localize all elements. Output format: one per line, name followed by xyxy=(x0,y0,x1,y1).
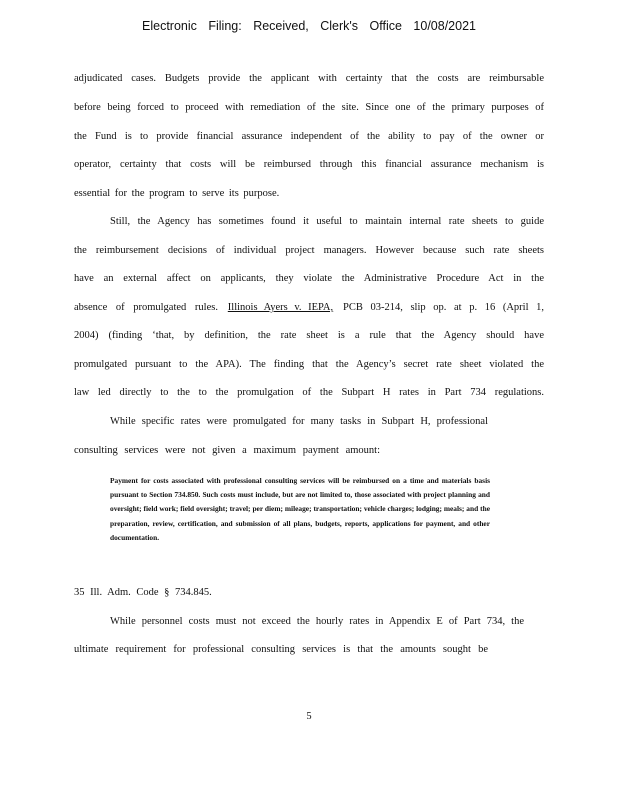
text-line: promulgated pursuant to the APA). The finding that the Agency’s secret rate sheet violated the xyxy=(74,359,544,370)
text-line: operator, certainty that costs will be reimbursed through this financial assurance mechanism is xyxy=(74,159,544,170)
case-citation-link: Illinois Ayers v. IEPA, xyxy=(227,302,334,313)
line-text-start: absence of promulgated rules. xyxy=(74,302,218,313)
citation-line: 35 Ill. Adm. Code § 734.845. xyxy=(74,587,212,598)
text-line: essential for the program to serve its purpose. xyxy=(74,188,280,199)
line-text-end: PCB 03-214, slip op. at p. 16 (April 1, xyxy=(342,302,544,313)
text-line: law led directly to the to the promulgation of the Subpart H rates in Part 734 regulations. xyxy=(74,387,544,398)
block-quote-regulation: Payment for costs associated with professional consulting services will be reimbursed on a time and materials basis pursuant to Section 734.850. Such costs must include, but are not limited to, those associated with project planning and oversight; field work; field oversight; travel; per diem; mileage; transportation; vehicle charges; lodging; meals; and the preparation, review, certification, and submission of all plans, budgets, reports, applications for payment, and other documentation. xyxy=(110,476,490,542)
text-line: While personnel costs must not exceed the hourly rates in Appendix E of Part 734, the xyxy=(110,616,524,627)
text-line: have an external affect on applicants, they violate the Administrative Procedure Act in the xyxy=(74,273,544,284)
text-line xyxy=(74,302,544,313)
text-line: the Fund is to provide financial assurance independent of the ability to pay of the owner or xyxy=(74,131,544,142)
text-line: adjudicated cases. Budgets provide the applicant with certainty that the costs are reimbursable xyxy=(74,73,544,84)
text-line: the reimbursement decisions of individual project managers. However because such rate sheets xyxy=(74,245,544,256)
text-line: before being forced to proceed with remediation of the site. Since one of the primary purposes of xyxy=(74,102,544,113)
text-line: consulting services were not given a maximum payment amount: xyxy=(74,445,380,456)
text-line: Still, the Agency has sometimes found it useful to maintain internal rate sheets to guide xyxy=(110,216,544,227)
filing-stamp-header: Electronic Filing: Received, Clerk's Office 10/08/2021 xyxy=(142,19,476,33)
text-line: 2004) (finding ‘that, by definition, the rate sheet is a rule that the Agency should have xyxy=(74,330,544,341)
text-line: While specific rates were promulgated for many tasks in Subpart H, professional xyxy=(110,416,488,427)
page-number: 5 xyxy=(306,711,312,722)
text-line: ultimate requirement for professional consulting services is that the amounts sought be xyxy=(74,644,488,655)
